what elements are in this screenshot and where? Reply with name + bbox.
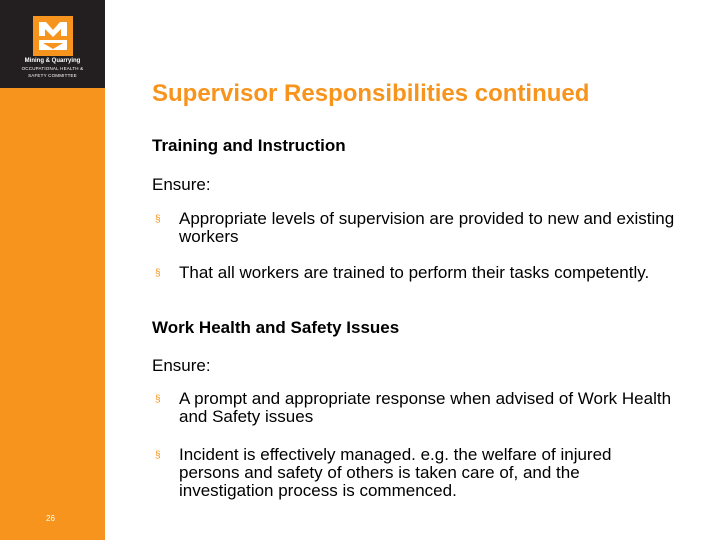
slide-title: Supervisor Responsibilities continued bbox=[152, 80, 590, 107]
sidebar-band bbox=[0, 0, 105, 540]
bullet-text: That all workers are trained to perform their tasks competently. bbox=[179, 263, 650, 282]
logo-name-line3: SAFETY COMMITTEE bbox=[28, 73, 77, 78]
section-intro-whs: Ensure: bbox=[152, 356, 211, 375]
page-number: 26 bbox=[46, 514, 55, 523]
bullet-text: A prompt and appropriate response when advised of Work Health and Safety issues bbox=[179, 389, 672, 426]
bullet-text: Appropriate levels of supervision are provided to new and existing workers bbox=[179, 209, 675, 246]
logo-name-line1: Mining & Quarrying bbox=[24, 58, 81, 64]
section-heading-whs: Work Health and Safety Issues bbox=[152, 318, 400, 337]
bullet-item bbox=[155, 210, 675, 246]
bullet-marker-icon: § bbox=[155, 214, 161, 225]
bullet-marker-icon: § bbox=[155, 394, 161, 405]
bullet-item bbox=[155, 446, 675, 500]
bullet-item bbox=[155, 264, 675, 282]
bullet-marker-icon: § bbox=[155, 450, 161, 461]
section-heading-training: Training and Instruction bbox=[152, 136, 346, 155]
bullet-marker-icon: § bbox=[155, 268, 161, 279]
logo-name-line2: OCCUPATIONAL HEALTH & bbox=[21, 66, 84, 71]
section-intro-training: Ensure: bbox=[152, 175, 211, 194]
committee-logo bbox=[0, 0, 105, 88]
bullet-item bbox=[155, 390, 675, 426]
mq-logo-icon bbox=[33, 16, 73, 56]
bullet-text: Incident is effectively managed. e.g. the welfare of injured persons and safety of others is taken care of, and the investigation process is commenced. bbox=[179, 445, 612, 500]
